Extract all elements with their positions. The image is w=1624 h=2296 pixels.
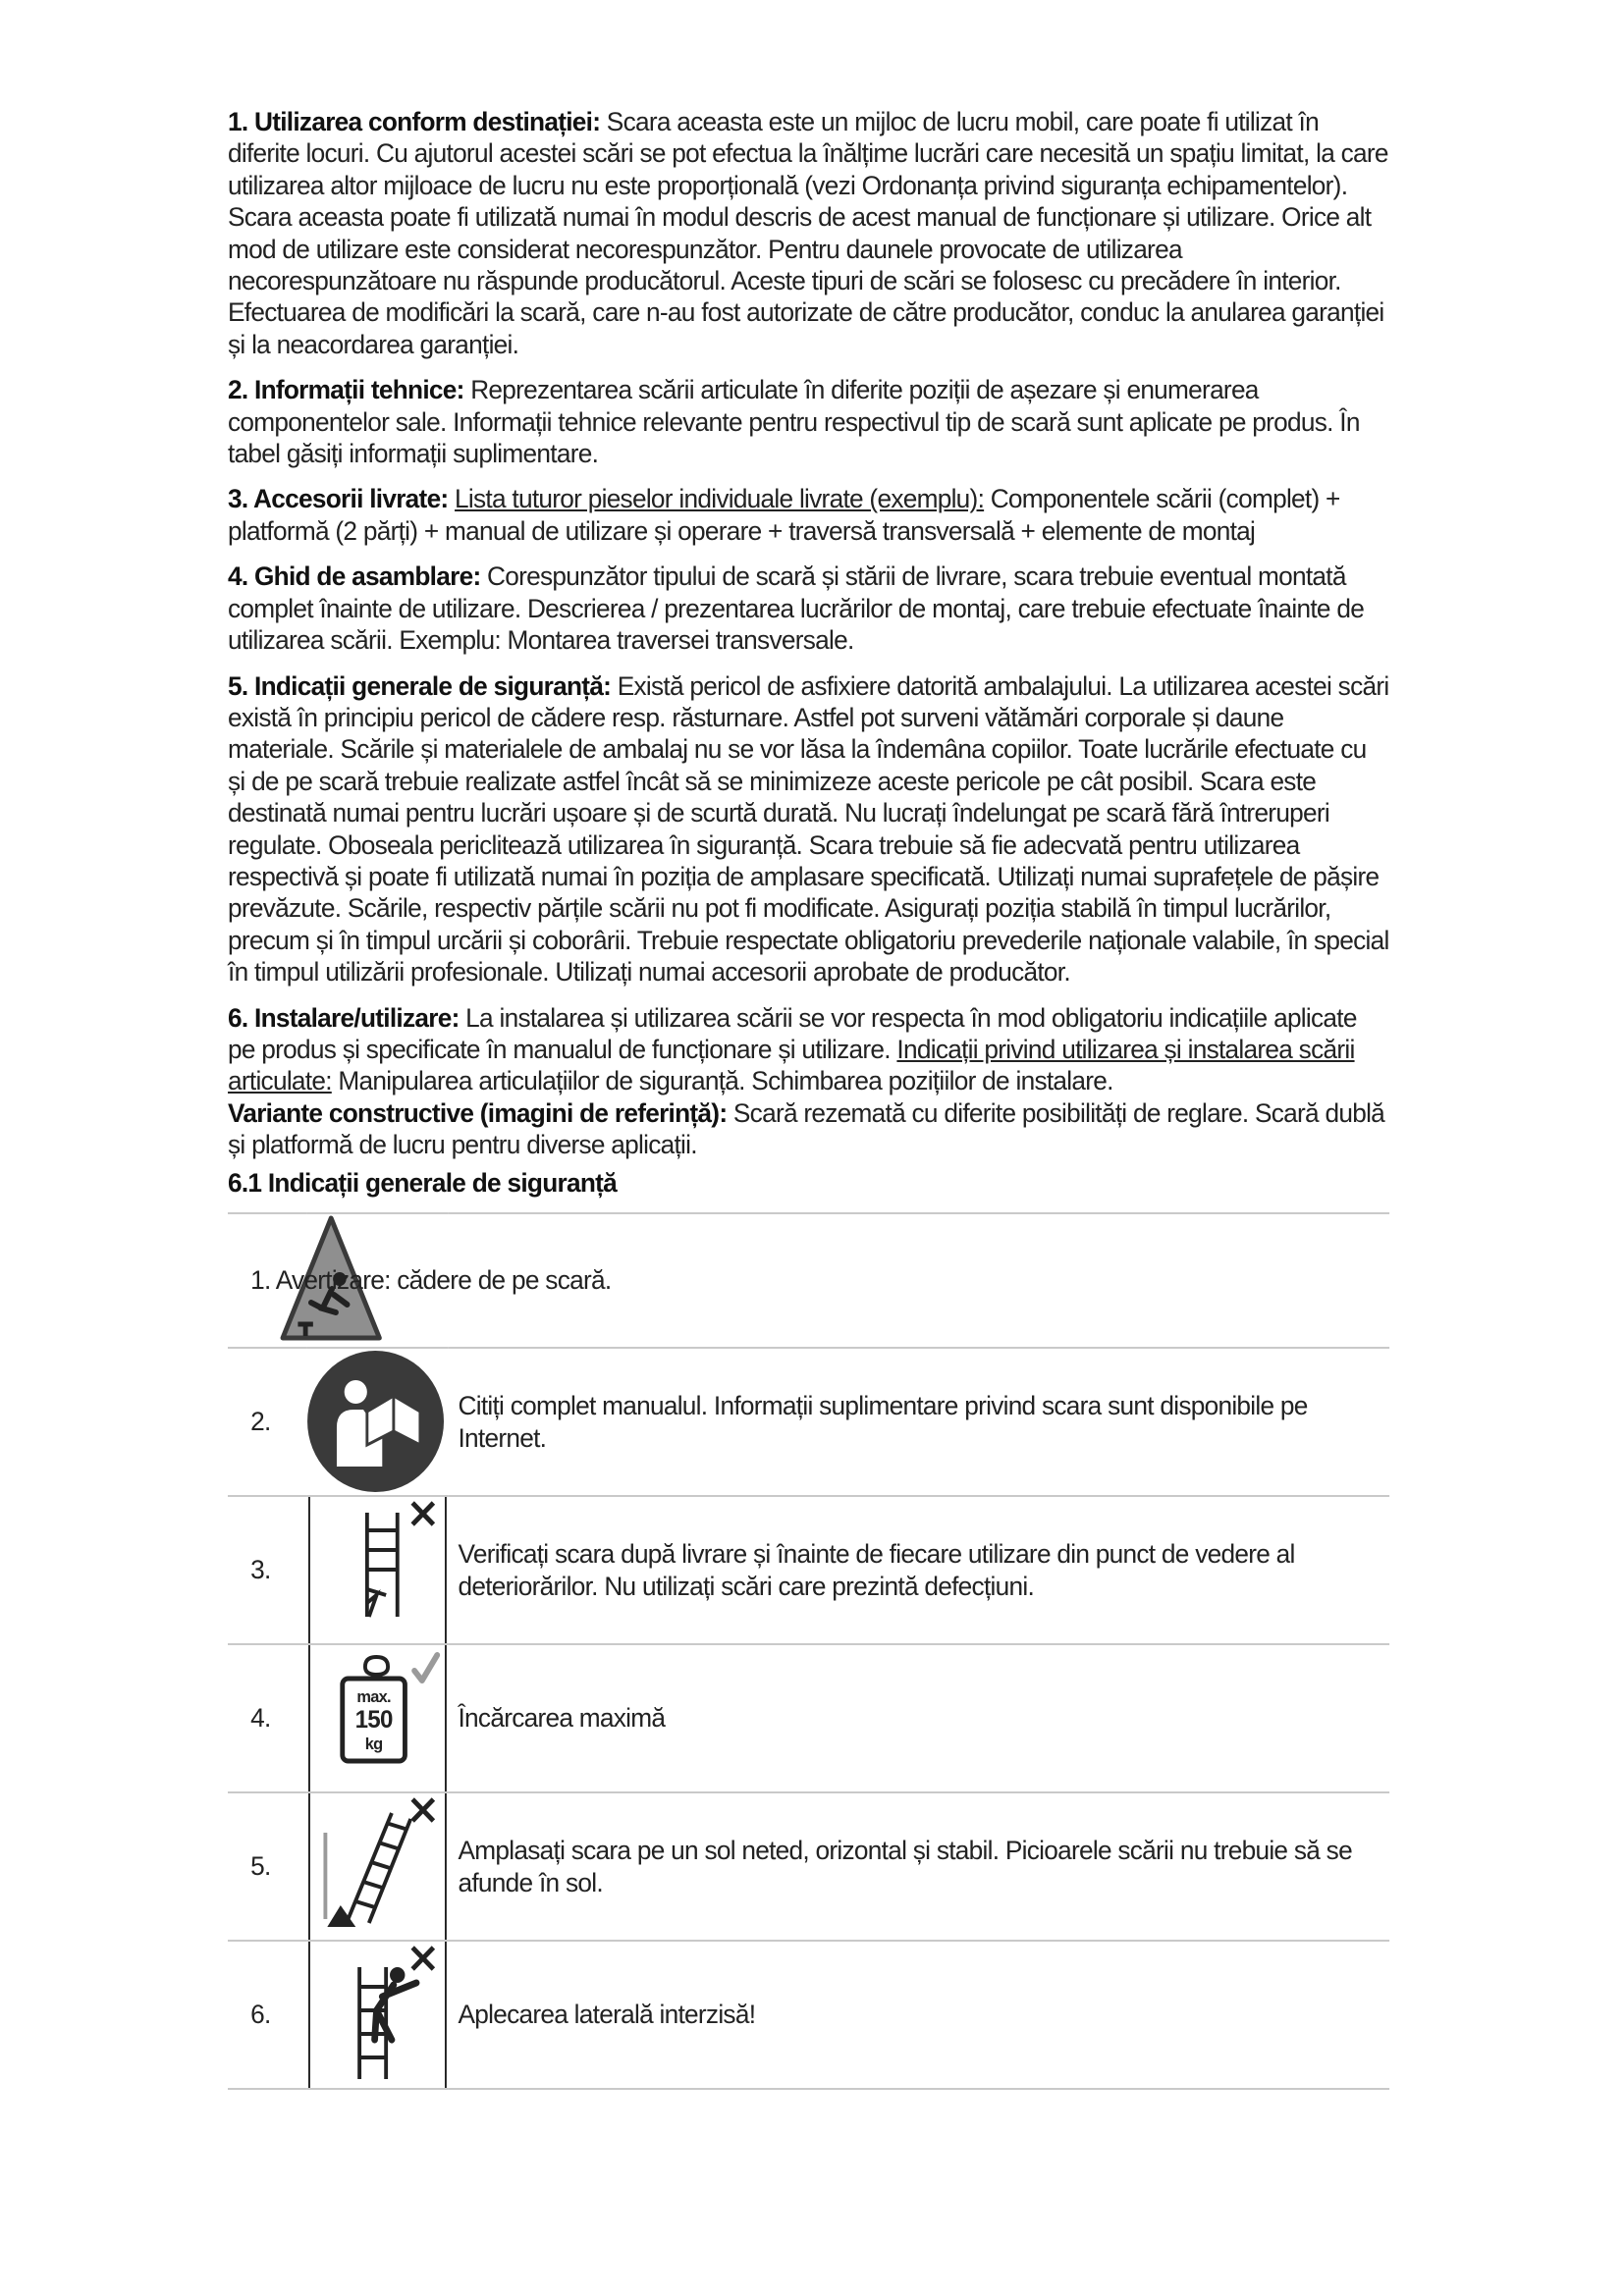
section-6-variants-title: Variante constructive (imagini de referință): xyxy=(228,1096,728,1128)
safety-table xyxy=(228,1212,1389,2090)
section-3-underlined: Lista tuturor pieselor individuale livrate (exemplu): xyxy=(455,483,985,514)
damaged-ladder-icon xyxy=(308,1497,447,1643)
ladder-ground-icon xyxy=(308,1793,447,1940)
section-6-1-heading: 6.1 Indicații generale de siguranță xyxy=(228,1166,618,1198)
max-load-label-unit: kg xyxy=(364,1734,383,1754)
safety-row-3 xyxy=(228,1496,1389,1644)
document-page xyxy=(228,106,1389,2090)
section-4 xyxy=(228,561,1389,656)
section-6-body2: Manipularea articulațiilor de siguranță. Schimbarea pozițiilor de instalare. xyxy=(331,1065,1113,1096)
section-5 xyxy=(228,670,1389,988)
section-5-body: Există pericol de asfixiere datorită ambalajului. La utilizarea acestei scări există în principiu pericol de cădere resp. răsturnare. Astfel pot surveni vătămări corporale și daune materiale. Scările și materialele de ambalaj nu se vor lăsa la îndemâna copiilor. Toate lucrările efectuate cu și de pe scară trebuie realizate astfel încât să se minimizeze aceste pericole pe cât posibil. Scara este destinată numai pentru lucrări ușoare și de scurtă durată. Nu lucrați îndelungat pe scară fără întreruperi regulate. Oboseala periclitează utilizarea în siguranță. Scara trebuie să fie adecvată pentru utilizarea respectivă și poate fi utilizată numai în poziția de amplasare specificată. Utilizați numai suprafețele de pășire prevăzute. Scările, respectiv părțile scării nu pot fi modificate. Asigurați poziția stabilă în timpul lucrărilor, precum și în timpul urcării și coborârii. Trebuie respectate obligatoriu prevederile naționale valabile, în special în timpul utilizării profesionale. Utilizați numai accesorii aprobate de producător. xyxy=(228,669,1389,988)
safety-row-6 xyxy=(228,1941,1389,2089)
section-1-title: 1. Utilizarea conform destinației: xyxy=(228,106,601,136)
safety-row-5-number: 5. xyxy=(250,1850,271,1882)
section-4-body: Corespunzător tipului de scară și stării de livrare, scara trebuie eventual montată complet înainte de utilizare. Descrierea / prezentarea lucrărilor de montaj, care trebuie efectuate înainte de utilizarea scării. Exemplu: Montarea traversei transversale. xyxy=(228,561,1365,656)
section-3-title: 3. Accesorii livrate: xyxy=(228,483,449,514)
section-3-body: Componentele scării (complet) + platformă (2 părți) + manual de utilizare și operare + traversă transversală + elemente de montaj xyxy=(228,483,1340,546)
safety-row-4-text: Încărcarea maximă xyxy=(458,1702,666,1734)
safety-row-2-text: Citiți complet manualul. Informații suplimentare privind scara sunt disponibile pe Internet. xyxy=(458,1390,1308,1453)
read-manual-icon xyxy=(306,1349,445,1495)
section-6-variants-body: Scară rezemată cu diferite posibilități de reglare. Scară dublă și platformă de lucru pentru diverse aplicații. xyxy=(228,1096,1385,1160)
section-5-title: 5. Indicații generale de siguranță: xyxy=(228,669,612,701)
section-1-body: Scara aceasta este un mijloc de lucru mobil, care poate fi utilizat în diferite locuri. Cu ajutorul acestei scări se pot efectua la înălțime lucrări care necesită un spațiu limitat, la care utilizarea altor mijloace de lucru nu este proporțională (vezi Ordonanța privind siguranța echipamentelor). Scara aceasta poate fi utilizată numai în modul descris de acest manual de funcționare și utilizare. Orice alt mod de utilizare este considerat necorespunzător. Pentru daunele provocate de utilizarea necorespunzătoare nu răspunde producătorul. Aceste tipuri de scări se folosesc cu precădere în interior. Efectuarea de modificări la scară, care n-au fost autorizate de către producător, conduc la anularea garanției și la neacordarea garanției. xyxy=(228,106,1388,359)
max-load-label-value: 150 xyxy=(354,1706,393,1735)
safety-row-3-number: 3. xyxy=(250,1554,271,1585)
section-2-body: Reprezentarea scării articulate în diferite poziții de așezare și enumerarea componentelor sale. Informații tehnice relevante pentru respectivul tip de scară sunt aplicate pe produs. În tabel găsiți informații suplimentare. xyxy=(228,374,1360,469)
safety-row-5-text: Amplasați scara pe un sol neted, orizontal și stabil. Picioarele scării nu trebuie să se afunde în sol. xyxy=(458,1835,1352,1897)
section-6-underlined: Indicații privind utilizarea și instalarea scării articulate: xyxy=(228,1033,1355,1096)
section-4-title: 4. Ghid de asamblare: xyxy=(228,561,481,592)
max-load-icon xyxy=(308,1645,447,1791)
section-6 xyxy=(228,1002,1389,1161)
safety-row-1 xyxy=(228,1213,1389,1348)
safety-row-3-text: Verificați scara după livrare și înainte de fiecare utilizare din punct de vedere al deteriorărilor. Nu utilizați scări care prezintă defecțiuni. xyxy=(458,1538,1295,1601)
section-6-title: 6. Instalare/utilizare: xyxy=(228,1001,460,1033)
section-2 xyxy=(228,374,1389,469)
max-load-label-max: max. xyxy=(356,1686,391,1707)
safety-row-1-text: Avertizare: cădere de pe scară. xyxy=(275,1264,612,1296)
safety-row-2-number: 2. xyxy=(250,1406,271,1437)
safety-row-4-number: 4. xyxy=(250,1702,271,1734)
safety-row-5 xyxy=(228,1792,1389,1941)
section-2-title: 2. Informații tehnice: xyxy=(228,374,464,405)
section-3 xyxy=(228,483,1389,547)
safety-row-2 xyxy=(228,1348,1389,1496)
section-1 xyxy=(228,106,1389,360)
safety-row-6-text: Aplecarea laterală interzisă! xyxy=(458,1999,756,2030)
no-leaning-icon xyxy=(308,1942,447,2088)
safety-row-6-number: 6. xyxy=(250,1999,271,2030)
safety-row-4 xyxy=(228,1644,1389,1792)
safety-row-1-number: 1. xyxy=(250,1264,271,1296)
section-6-body: La instalarea și utilizarea scării se vor respecta în mod obligatoriu indicațiile aplicate pe produs și specificate în manualul de funcționare și utilizare. xyxy=(228,1001,1357,1064)
